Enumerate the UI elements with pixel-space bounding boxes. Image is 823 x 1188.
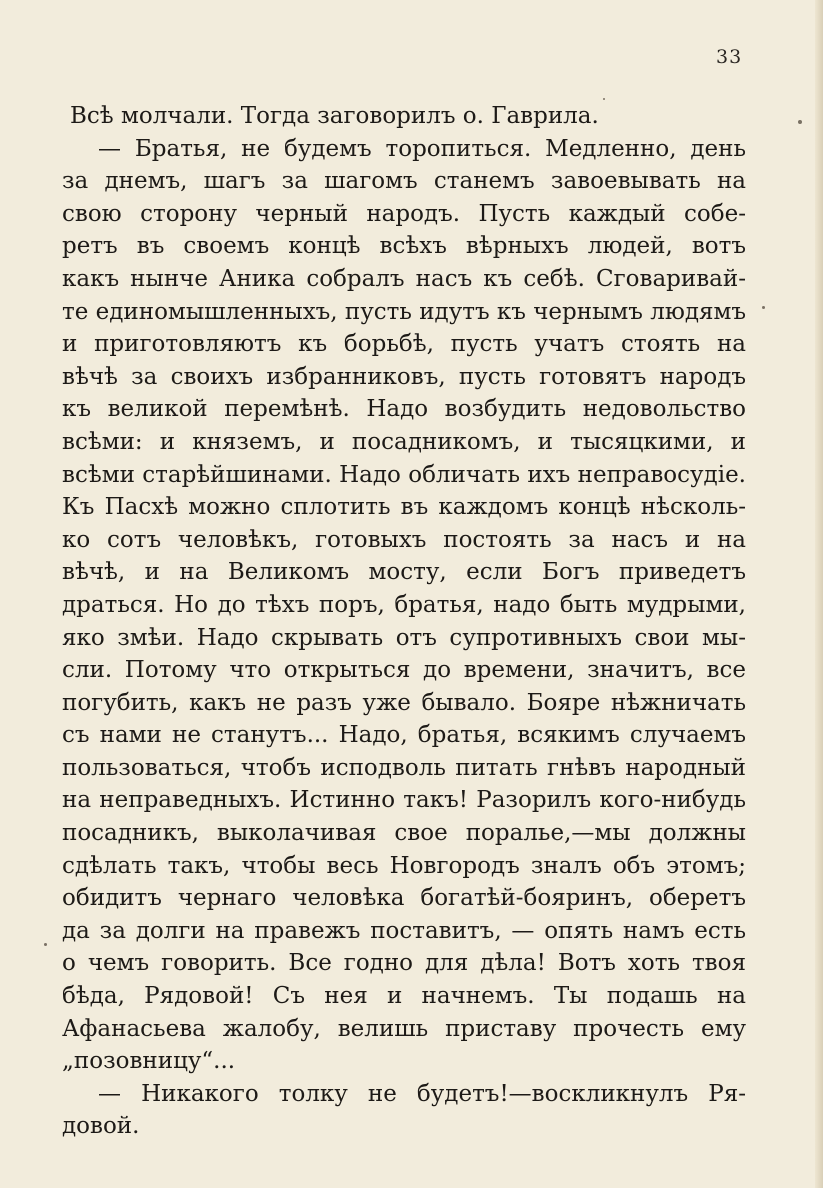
text-line: свою сторону черный народъ. Пусть каждый собе- [62, 200, 746, 227]
text-line: вѣчѣ, и на Великомъ мосту, если Богъ приведетъ [62, 559, 746, 586]
text-line: Афанасьева жалобу, велишь приставу прочесть ему [62, 1015, 746, 1042]
text-line: на неправедныхъ. Истинно такъ! Разорилъ кого-нибудь [62, 787, 746, 814]
text-line: посадникъ, выколачивая свое поралье,—мы должны [62, 820, 746, 847]
print-speck [798, 120, 802, 124]
text-line: драться. Но до тѣхъ поръ, братья, надо быть мудрыми, [62, 591, 746, 618]
text-line: Къ Пасхѣ можно сплотить въ каждомъ концѣ нѣсколь- [62, 494, 746, 521]
text-line: о чемъ говорить. Все годно для дѣла! Вотъ хоть твоя [62, 950, 746, 977]
text-line: — Братья, не будемъ торопиться. Медленно, день [98, 135, 746, 162]
print-speck [762, 306, 765, 309]
text-line: всѣми: и княземъ, и посадникомъ, и тысяцкими, и [62, 428, 746, 455]
text-line: — Никакого толку не будетъ!—воскликнулъ Ря- [98, 1080, 746, 1107]
text-line: какъ нынче Аника собралъ насъ къ себѣ. Сговаривай- [62, 265, 746, 292]
text-line: ко сотъ человѣкъ, готовыхъ постоять за насъ и на [62, 526, 746, 553]
text-line: Всѣ молчали. Тогда заговорилъ о. Гаврила. [70, 103, 599, 129]
body-text [62, 100, 746, 1143]
print-speck [44, 943, 47, 946]
text-line: „позовницу“... [62, 1048, 236, 1075]
text-line: погубить, какъ не разъ уже бывало. Бояре нѣжничать [62, 689, 746, 716]
text-line: вѣчѣ за своихъ избранниковъ, пусть готовятъ народъ [62, 363, 746, 390]
text-line: обидитъ чернаго человѣка богатѣй-бояринъ, оберетъ [62, 885, 746, 912]
text-line: те единомышленныхъ, пусть идутъ къ чернымъ людямъ [62, 298, 747, 325]
text-line: за днемъ, шагъ за шагомъ станемъ завоевывать на [62, 168, 746, 195]
text-line: сли. Потому что открыться до времени, значитъ, все [62, 657, 746, 684]
text-line: къ великой перемѣнѣ. Надо возбудить недовольство [62, 396, 746, 423]
text-line: и приготовляютъ къ борьбѣ, пусть учатъ стоять на [62, 331, 746, 358]
text-line: довой. [62, 1113, 140, 1140]
text-line: сдѣлать такъ, чтобы весь Новгородъ зналъ объ этомъ; [62, 852, 746, 879]
text-line: бѣда, Рядовой! Съ нея и начнемъ. Ты подашь на [62, 983, 746, 1010]
page-number: 33 [716, 46, 743, 68]
text-line: пользоваться, чтобъ исподволь питать гнѣвъ народный [62, 754, 746, 781]
text-line: всѣми старѣйшинами. Надо обличать ихъ неправосудіе. [62, 461, 746, 488]
text-line: яко змѣи. Надо скрывать отъ супротивныхъ свои мы- [62, 624, 746, 651]
page-edge-shadow [815, 0, 823, 1188]
text-line: да за долги на правежъ поставитъ, — опять намъ есть [62, 917, 746, 944]
text-line: ретъ въ своемъ концѣ всѣхъ вѣрныхъ людей, вотъ [62, 233, 746, 260]
print-speck [603, 98, 605, 100]
text-line: съ нами не станутъ... Надо, братья, всякимъ случаемъ [62, 722, 746, 749]
